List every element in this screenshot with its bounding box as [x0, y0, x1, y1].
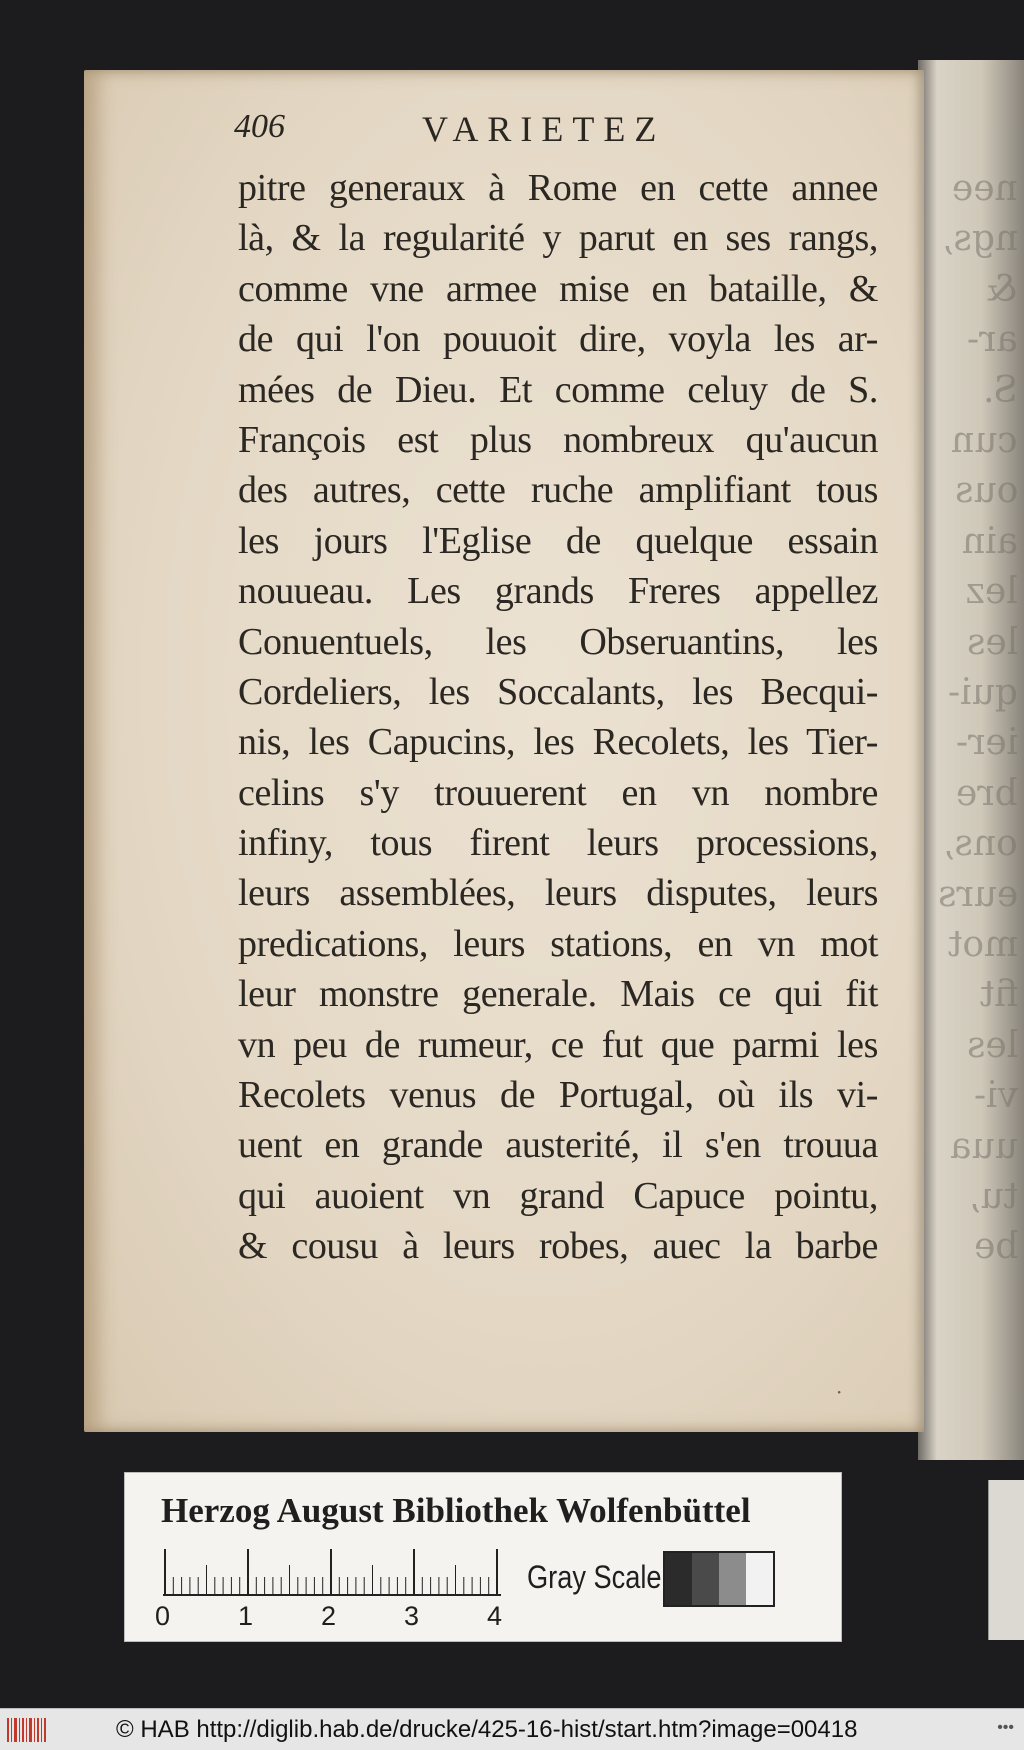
text-line: & cousu à leurs robes, auec la barbe — [238, 1225, 878, 1268]
library-title: Herzog August Bibliothek Wolfenbüttel — [161, 1491, 751, 1530]
text-line: comme vne armee mise en bataille, & — [238, 267, 878, 310]
ruler-number: 1 — [238, 1601, 254, 1631]
page-header — [234, 108, 834, 158]
facing-page-fragment: S. — [983, 369, 1018, 411]
facing-page-fragment: fit — [979, 974, 1018, 1016]
gray-scale-label: Gray Scale — [527, 1559, 662, 1595]
text-line: là, & la regularité y parut en ses rangs, — [238, 217, 878, 260]
gray-swatch — [692, 1553, 719, 1605]
text-line: uent en grande austerité, il s'en trouua — [238, 1124, 878, 1167]
centimeter-ruler — [163, 1549, 503, 1599]
page-number: 406 — [234, 108, 285, 145]
facing-page-fragment: qui- — [948, 672, 1018, 713]
book-page — [84, 70, 924, 1432]
facing-page-fragment: mot — [947, 924, 1018, 965]
gray-swatch — [665, 1553, 692, 1605]
facing-page-fragment: be — [973, 1226, 1018, 1268]
text-line: de qui l'on pouuoit dire, voyla les ar- — [238, 318, 878, 361]
facing-page-fragment: vi- — [973, 1075, 1018, 1117]
text-line: qui auoient vn grand Capuce pointu, — [238, 1174, 878, 1217]
gray-scale-swatches — [663, 1551, 775, 1607]
more-icon[interactable]: ••• — [997, 1719, 1014, 1736]
facing-page-fragment: ous — [954, 470, 1018, 512]
text-line: mées de Dieu. Et comme celuy de S. — [238, 368, 878, 411]
text-line: nis, les Capucins, les Recolets, les Tier- — [238, 721, 878, 764]
facing-page-fragment: bre — [956, 772, 1018, 814]
facing-page-edge — [918, 60, 1024, 1460]
text-line: François est plus nombreux qu'aucun — [238, 418, 878, 461]
facing-page-fragment: les — [966, 621, 1018, 663]
barcode-icon — [6, 1718, 46, 1742]
ruler-number: 3 — [404, 1601, 420, 1631]
source-link[interactable]: © HAB http://diglib.hab.de/drucke/425-16-hist/start.htm?image=00418 — [116, 1716, 858, 1743]
text-line: predications, leurs stations, en vn mot — [238, 922, 878, 965]
text-line: nouueau. Les grands Freres appellez — [238, 570, 878, 613]
facing-page-fragment: ier- — [955, 722, 1018, 764]
ink-speck: · — [836, 1380, 843, 1404]
ruler-ticks — [163, 1549, 503, 1599]
facing-page-fragment: ons, — [943, 823, 1018, 865]
text-line: vn peu de rumeur, ce fut que parmi les — [238, 1023, 878, 1066]
text-line: infiny, tous firent leurs processions, — [238, 822, 878, 865]
footer-bar — [0, 1708, 1024, 1750]
side-tag — [988, 1480, 1024, 1640]
page-body-text — [238, 163, 878, 1272]
facing-page-fragment: ngs, — [941, 218, 1018, 260]
ruler-number: 0 — [155, 1601, 171, 1631]
text-line: les jours l'Eglise de quelque essain — [238, 519, 878, 562]
text-line: leurs assemblées, leurs disputes, leurs — [238, 872, 878, 915]
facing-page-fragment: lez — [966, 571, 1018, 613]
facing-page-fragment: les — [966, 1024, 1018, 1066]
ruler-number: 4 — [487, 1601, 503, 1631]
facing-page-fragment: ain — [961, 520, 1018, 562]
facing-page-fragment: eurs — [937, 873, 1018, 915]
gray-swatch — [746, 1553, 773, 1605]
text-line: celins s'y trouuerent en vn nombre — [238, 771, 878, 814]
text-line: des autres, cette ruche amplifiant tous — [238, 469, 878, 512]
library-color-card — [124, 1472, 842, 1642]
text-line: Recolets venus de Portugal, où ils vi- — [238, 1074, 878, 1117]
text-line: Cordeliers, les Soccalants, les Becqui- — [238, 670, 878, 713]
ruler-number: 2 — [321, 1601, 337, 1631]
facing-page-fragment: tu, — [968, 1176, 1018, 1217]
gray-swatch — [719, 1553, 746, 1605]
facing-page-fragment: cun — [951, 420, 1018, 461]
facing-page-fragment: nee — [952, 168, 1018, 209]
text-line: leur monstre generale. Mais ce qui fit — [238, 973, 878, 1016]
facing-page-fragment: & — [985, 268, 1018, 310]
facing-page-fragment: uua — [950, 1125, 1018, 1167]
facing-page-fragment: ar- — [967, 319, 1018, 361]
text-line: pitre generaux à Rome en cette annee — [238, 167, 878, 209]
text-line: Conuentuels, les Obseruantins, les — [238, 620, 878, 663]
running-head: VARIETEZ — [422, 109, 666, 149]
